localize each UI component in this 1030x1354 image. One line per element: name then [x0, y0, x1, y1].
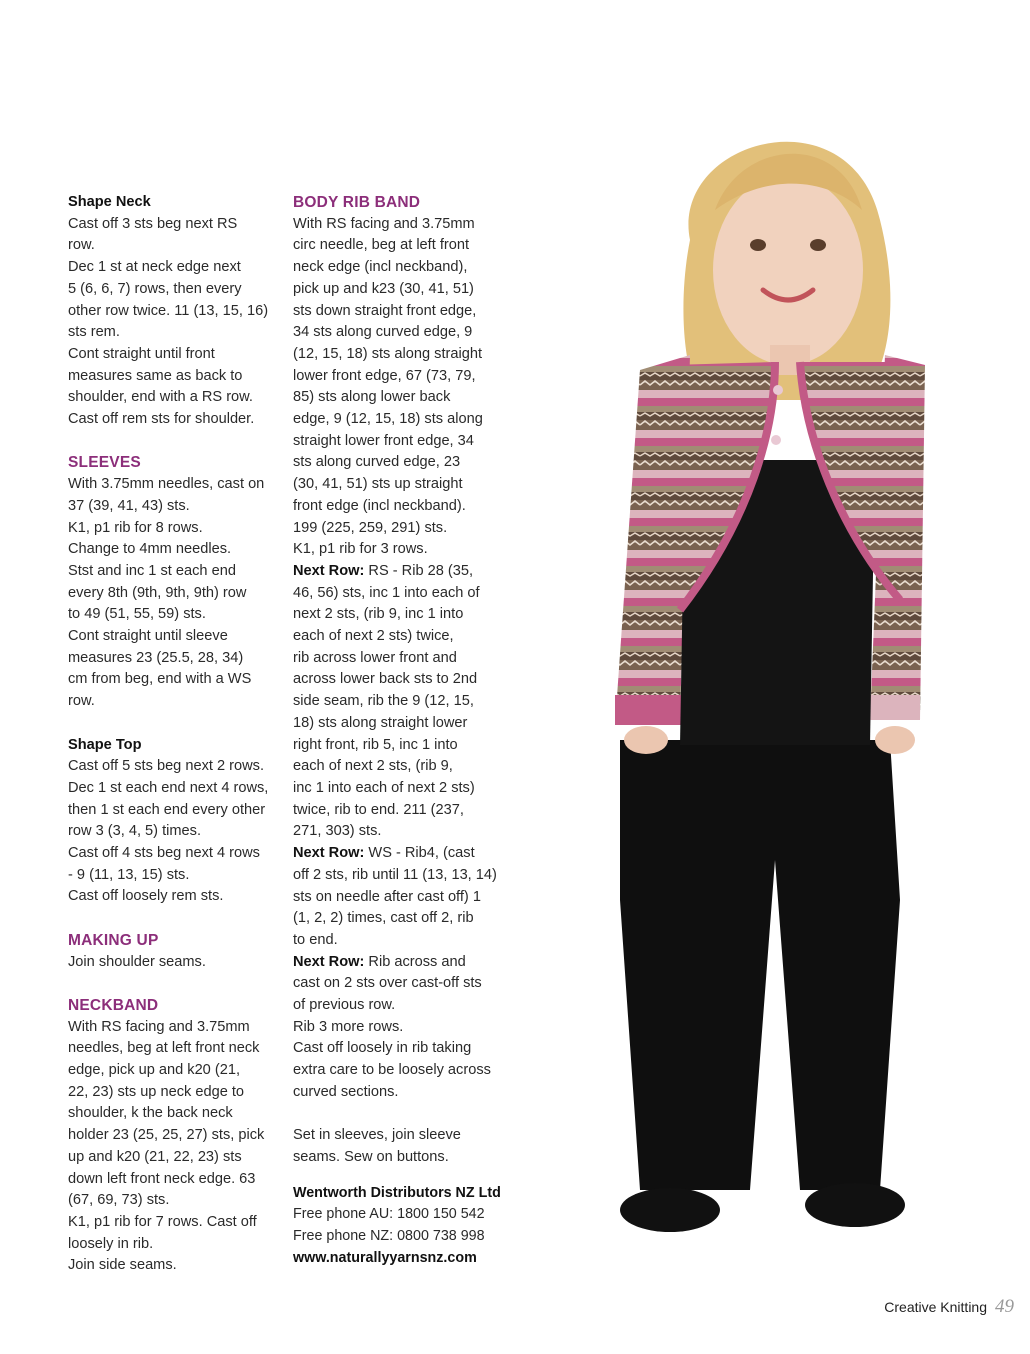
text-line: Cast off rem sts for shoulder.: [68, 411, 255, 428]
text-line: Dec 1 st each end next 4 rows,: [68, 779, 269, 796]
text-line: other row twice. 11 (13, 15, 16): [68, 302, 269, 319]
text-line: edge, 9 (12, 15, 18) sts along: [293, 411, 483, 428]
sleeves-heading: SLEEVES: [68, 454, 141, 472]
next-row-label: Next Row:: [293, 562, 365, 579]
text-line: down left front neck edge. 63: [68, 1170, 256, 1187]
shape-neck-body: [68, 214, 280, 431]
making-up-heading: MAKING UP: [68, 931, 159, 949]
text-line: inc 1 into each of next 2 sts): [293, 779, 475, 796]
middle-column: [293, 192, 505, 1269]
left-column: [68, 192, 280, 1277]
text-line: K1, p1 rib for 3 rows.: [293, 541, 428, 558]
body-rib-band-body-b: [293, 583, 505, 843]
text-line: of previous row.: [293, 997, 396, 1014]
text-line: up and k20 (21, 22, 23) sts: [68, 1148, 242, 1165]
next-row-cast-on-line: [293, 952, 505, 974]
text-line: off 2 sts, rib until 11 (13, 13, 14): [293, 866, 497, 883]
text-line: Set in sleeves, join sleeve: [293, 1127, 461, 1144]
phone-nz: Free phone NZ: 0800 738 998: [293, 1228, 485, 1245]
text-line: Cast off 4 sts beg next 4 rows: [68, 845, 260, 862]
left-shoe: [620, 1188, 720, 1232]
making-up-body: [68, 952, 280, 974]
finishing-body: [293, 1125, 505, 1168]
website-link[interactable]: www.naturallyyarnsnz.com: [293, 1249, 477, 1266]
next-row-label: Next Row:: [293, 953, 365, 970]
magazine-name: Creative Knitting: [884, 1299, 987, 1315]
text-line: With 3.75mm needles, cast on: [68, 476, 265, 493]
body-rib-band-body-d: [293, 973, 505, 1103]
body-rib-band-heading: BODY RIB BAND: [293, 194, 421, 211]
shape-top-heading: Shape Top: [68, 736, 142, 753]
text-line: each of next 2 sts, (rib 9,: [293, 758, 453, 775]
text-line: shoulder, end with a RS row.: [68, 389, 253, 406]
text-line: (30, 41, 51) sts up straight: [293, 476, 463, 493]
text-line: lower front edge, 67 (73, 79,: [293, 367, 476, 384]
distributor-contact: [293, 1183, 505, 1270]
text-line: 85) sts along lower back: [293, 389, 451, 406]
next-row-text: Rib across and: [364, 953, 466, 970]
neckband-heading: NECKBAND: [68, 996, 159, 1014]
text-line: Change to 4mm needles.: [68, 541, 232, 558]
body-rib-band-body-c: [293, 865, 505, 952]
text-line: 199 (225, 259, 291) sts.: [293, 519, 448, 536]
text-line: - 9 (11, 13, 15) sts.: [68, 866, 190, 883]
text-line: front edge (incl neckband).: [293, 497, 466, 514]
text-line: holder 23 (25, 25, 27) sts, pick: [68, 1127, 265, 1144]
text-line: Cont straight until sleeve: [68, 628, 228, 645]
text-line: measures 23 (25.5, 28, 34): [68, 649, 244, 666]
next-row-label: Next Row:: [293, 845, 365, 862]
text-line: across lower back sts to 2nd: [293, 671, 478, 688]
next-row-text: RS - Rib 28 (35,: [364, 562, 474, 579]
text-line: straight lower front edge, 34: [293, 432, 474, 449]
shape-neck-heading: Shape Neck: [68, 194, 151, 210]
text-line: Join side seams.: [68, 1257, 177, 1274]
neckband-body: [68, 1017, 280, 1277]
page-number: 49: [995, 1296, 1014, 1317]
text-line: twice, rib to end. 211 (237,: [293, 801, 464, 818]
text-line: Join shoulder seams.: [68, 953, 206, 970]
face: [713, 175, 863, 365]
text-line: Cast off loosely in rib taking: [293, 1040, 472, 1057]
text-line: 37 (39, 41, 43) sts.: [68, 497, 190, 514]
text-line: (12, 15, 18) sts along straight: [293, 345, 483, 362]
text-line: pick up and k23 (30, 41, 51): [293, 280, 474, 297]
distributor-name: Wentworth Distributors NZ Ltd: [293, 1184, 501, 1201]
text-line: sts along curved edge, 23: [293, 454, 461, 471]
text-line: shoulder, k the back neck: [68, 1105, 233, 1122]
right-shoe: [805, 1183, 905, 1227]
text-line: cm from beg, end with a WS: [68, 671, 252, 688]
text-line: With RS facing and 3.75mm: [293, 215, 475, 232]
text-line: sts rem.: [68, 324, 120, 341]
text-line: Cast off 5 sts beg next 2 rows.: [68, 758, 265, 775]
text-line: each of next 2 sts) twice,: [293, 628, 454, 645]
page-footer: [884, 1296, 1014, 1318]
text-line: rib across lower front and: [293, 649, 457, 666]
model-photo: [600, 100, 930, 1270]
text-line: sts on needle after cast off) 1: [293, 888, 481, 905]
text-line: 271, 303) sts.: [293, 823, 382, 840]
next-row-text: WS - Rib4, (cast: [364, 845, 475, 862]
shape-top-body: [68, 756, 280, 908]
text-line: 46, 56) sts, inc 1 into each of: [293, 584, 480, 601]
button-bottom: [771, 435, 781, 445]
sleeves-body: [68, 474, 280, 713]
text-line: loosely in rib.: [68, 1235, 154, 1252]
next-row-ws-line: [293, 843, 505, 865]
text-line: Cont straight until front: [68, 345, 215, 362]
text-line: sts down straight front edge,: [293, 302, 477, 319]
text-line: needles, beg at left front neck: [68, 1040, 260, 1057]
next-row-rs-line: [293, 561, 505, 583]
text-line: K1, p1 rib for 7 rows. Cast off: [68, 1213, 257, 1230]
text-line: to 49 (51, 55, 59) sts.: [68, 606, 206, 623]
text-line: every 8th (9th, 9th, 9th) row: [68, 584, 247, 601]
text-line: measures same as back to: [68, 367, 243, 384]
text-line: K1, p1 rib for 8 rows.: [68, 519, 203, 536]
text-line: side seam, rib the 9 (12, 15,: [293, 693, 474, 710]
text-line: 22, 23) sts up neck edge to: [68, 1083, 245, 1100]
text-line: Cast off 3 sts beg next RS: [68, 215, 238, 232]
text-line: then 1 st each end every other: [68, 801, 266, 818]
text-line: curved sections.: [293, 1083, 399, 1100]
text-line: seams. Sew on buttons.: [293, 1148, 449, 1165]
text-line: neck edge (incl neckband),: [293, 259, 468, 276]
text-line: right front, rib 5, inc 1 into: [293, 736, 458, 753]
text-line: cast on 2 sts over cast-off sts: [293, 975, 482, 992]
pants: [620, 740, 900, 1190]
text-line: Rib 3 more rows.: [293, 1018, 404, 1035]
text-line: row.: [68, 237, 95, 254]
text-line: (67, 69, 73) sts.: [68, 1192, 170, 1209]
text-line: 18) sts along straight lower: [293, 714, 468, 731]
text-line: Dec 1 st at neck edge next: [68, 259, 241, 276]
text-line: With RS facing and 3.75mm: [68, 1018, 250, 1035]
body-rib-band-body-a: [293, 214, 505, 561]
text-line: edge, pick up and k20 (21,: [68, 1062, 241, 1079]
text-line: Cast off loosely rem sts.: [68, 888, 224, 905]
text-line: 5 (6, 6, 7) rows, then every: [68, 280, 242, 297]
text-line: next 2 sts, (rib 9, inc 1 into: [293, 606, 464, 623]
text-line: to end.: [293, 931, 338, 948]
text-line: extra care to be loosely across: [293, 1062, 491, 1079]
text-line: row 3 (3, 4, 5) times.: [68, 823, 202, 840]
text-line: (1, 2, 2) times, cast off 2, rib: [293, 910, 474, 927]
button-top: [773, 385, 783, 395]
phone-au: Free phone AU: 1800 150 542: [293, 1206, 485, 1223]
text-line: row.: [68, 693, 95, 710]
text-line: circ needle, beg at left front: [293, 237, 470, 254]
text-line: 34 sts along curved edge, 9: [293, 324, 473, 341]
text-line: Stst and inc 1 st each end: [68, 562, 236, 579]
